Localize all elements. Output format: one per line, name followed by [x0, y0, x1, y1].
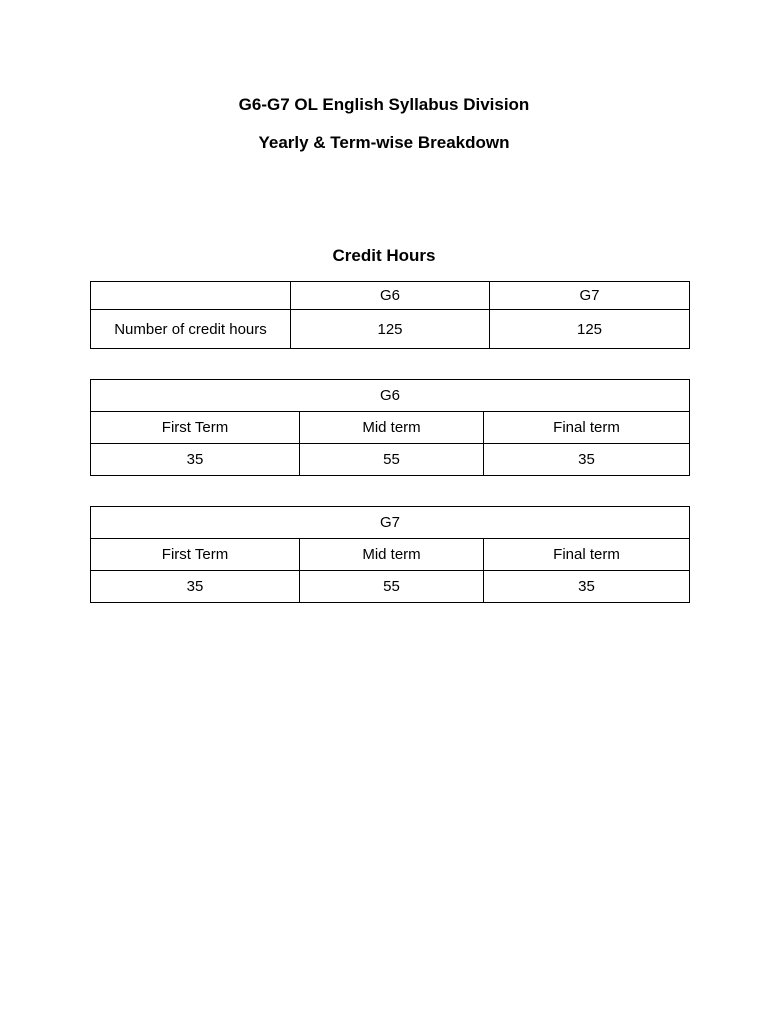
table-header-row	[91, 507, 690, 539]
header-cell-g7: G7	[490, 282, 690, 310]
table-row	[91, 444, 690, 476]
term-value-first: 35	[91, 571, 300, 603]
table-header-row	[91, 282, 690, 310]
g6-terms-table	[90, 379, 690, 476]
term-value-mid: 55	[300, 571, 484, 603]
credit-hours-g6: 125	[291, 310, 490, 349]
header-cell-empty	[91, 282, 291, 310]
grade-header-g6: G6	[91, 380, 690, 412]
term-value-final: 35	[484, 571, 690, 603]
header-cell-g6: G6	[291, 282, 490, 310]
term-label-first: First Term	[91, 412, 300, 444]
credit-hours-heading: Credit Hours	[332, 246, 436, 265]
term-label-mid: Mid term	[300, 412, 484, 444]
table-row	[91, 412, 690, 444]
g7-terms-table	[90, 506, 690, 603]
grade-header-g7: G7	[91, 507, 690, 539]
table-row	[91, 310, 690, 349]
term-label-mid: Mid term	[300, 539, 484, 571]
table-row	[91, 571, 690, 603]
credit-hours-g7: 125	[490, 310, 690, 349]
term-value-mid: 55	[300, 444, 484, 476]
term-value-first: 35	[91, 444, 300, 476]
document-title: G6-G7 OL English Syllabus Division	[238, 95, 530, 114]
term-value-final: 35	[484, 444, 690, 476]
table-header-row	[91, 380, 690, 412]
term-label-final: Final term	[484, 539, 690, 571]
term-label-first: First Term	[91, 539, 300, 571]
table-row	[91, 539, 690, 571]
document-subtitle: Yearly & Term-wise Breakdown	[258, 133, 510, 152]
term-label-final: Final term	[484, 412, 690, 444]
credit-hours-table	[90, 281, 690, 349]
row-label-credit-hours: Number of credit hours	[91, 310, 291, 349]
